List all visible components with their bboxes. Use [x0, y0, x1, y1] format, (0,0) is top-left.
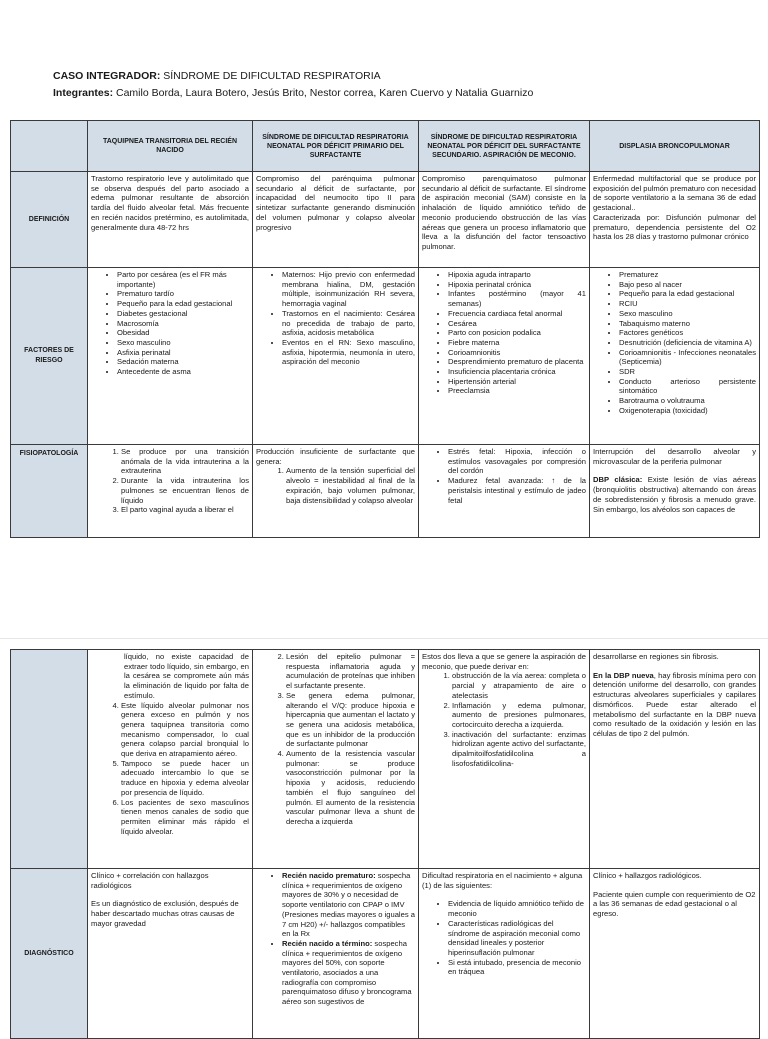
- numbered-list: [256, 466, 415, 505]
- cell-paragraph: líquido, no existe capacidad de extraer todo líquido, sin embargo, en la cesárea se compromete aún más la eliminación de liquido por falta de estímulo.: [124, 652, 249, 700]
- table-cell: [253, 268, 419, 445]
- table-cell: [590, 268, 760, 445]
- list-item: 3. El parto vaginal ayuda a liberar el: [121, 505, 249, 515]
- dbp-nueva-text: , hay fibrosis mínima pero con detención uniforme del desarrollo, con grandes estructuras alveolares superficiales y capilares dismórficos. Puede estar alterado el metabolismo del surfactante en la DBP nueva como resultado de la oxidación y lesión en las células de tipo 2 del pulmón.: [593, 670, 756, 738]
- list-item: • Sexo masculino: [619, 309, 756, 319]
- list-item: • Fiebre materna: [448, 338, 586, 348]
- table-cell: Compromiso parenquimatoso pulmonar secundario al déficit de surfactante. El síndrome de aspiración meconial (SAM) consiste en la inhalación de líquido amniótico teñido de meconio produciendo obstrucción de las vías aéreas que genera un proceso inflamatorio que lleva a la disfunción del factor tensoactivo pulmonar.: [419, 172, 590, 268]
- list-item: • Hipoxia perinatal crónica: [448, 280, 586, 290]
- list-item: • Parto por cesárea (es el FR más importante): [117, 270, 249, 289]
- row-header-empty: [11, 650, 88, 869]
- cell-paragraph: Enfermedad multifactorial que se produce por exposición del pulmón prematuro con necesidad de soporte ventilatorio a la semana 36 de edad gestacional..: [593, 174, 756, 213]
- cell-paragraph: Es un diagnóstico de exclusión, después de haber descartado muchas otras causas de mayor gravedad: [91, 899, 239, 928]
- list-item: 6. Los pacientes de sexo masculinos tienen menos canales de sodio que permiten eliminar más rápido el líquido alveolar.: [121, 798, 249, 837]
- list-item: • Pequeño para la edad gestacional: [117, 299, 249, 309]
- list-item: • Trastornos en el nacimiento: Cesárea no precedida de trabajo de parto, asfixia, acidosis metabólica: [282, 309, 415, 338]
- list-item: • Si está intubado, presencia de meconio en tráquea: [448, 958, 586, 977]
- list-item: • Prematurez: [619, 270, 756, 280]
- cell-paragraph: Estos dos lleva a que se genere la aspiración de meconio, que puede derivar en:: [422, 652, 586, 671]
- bullet-list: [593, 270, 756, 416]
- list-item: [282, 939, 415, 1007]
- table-cell: [590, 172, 760, 268]
- list-item: 1. Aumento de la tensión superficial del alveolo = inestabilidad al final de la expiración, bajo volumen pulmonar, baja distensibilidad y colapso alveolar: [286, 466, 415, 505]
- list-item: • Barotrauma o volutrauma: [619, 396, 756, 406]
- cell-paragraph: Producción insuficiente de surfactante que genera:: [256, 447, 415, 466]
- list-item: 3. inactivación del surfactante: enzimas hidrolizan agente activo del surfactante, dipalmitoilfosfatidilcolina a lisofosfatidilcolina-: [452, 730, 586, 769]
- members-line: [53, 85, 533, 102]
- list-item: • Insuficiencia placentaria crónica: [448, 367, 586, 377]
- list-item: 2. Durante la vida intrauterina los pulmones se encuentran llenos de líquido: [121, 476, 249, 505]
- column-header: SÍNDROME DE DIFICULTAD RESPIRATORIA NEONATAL POR DÉFICIT DEL SURFACTANTE SECUNDARIO. ASPIRACIÓN DE MECONIO.: [419, 121, 590, 172]
- list-item: • Cesárea: [448, 319, 586, 329]
- cell-paragraph: Clínico + correlación con hallazgos radiológicos: [91, 871, 209, 890]
- item-text: sospecha clínica + requerimientos de oxígeno mayores del 50%, con soporte ventilatorio, asociados a una radiografía con compromiso parenquimatoso difuso y broncograma aéreo son sugestivos de: [282, 938, 412, 1007]
- table-cell: [590, 650, 760, 869]
- table-row-fisiopatologia-cont: [11, 650, 760, 869]
- list-item: • Eventos en el RN: Sexo masculino, asfixia, hipotermia, neumonía in utero, aspiración del meconio: [282, 338, 415, 367]
- table-row-diagnostico: [11, 869, 760, 1039]
- list-item: • Desnutrición (deficiencia de vitamina A): [619, 338, 756, 348]
- cell-paragraph: [593, 475, 756, 514]
- table-cell: [253, 445, 419, 538]
- table-cell: [253, 869, 419, 1039]
- list-item: • Pequeño para la edad gestacional: [619, 289, 756, 299]
- list-item: • Tabaquismo materno: [619, 319, 756, 329]
- table-cell: [419, 650, 590, 869]
- cell-paragraph: Caracterizada por: Disfunción pulmonar del prematuro, dependencia persistente del O2 hasta los 28 días y trastorno pulmonar crónico: [593, 212, 756, 242]
- comparison-table: [10, 120, 760, 538]
- table-cell: [419, 445, 590, 538]
- list-item: 5. Tampoco se puede hacer un adecuado intercambio lo que se traduce en hipoxia y edema alveolar por presencia de líquido.: [121, 759, 249, 798]
- list-item: • Obesidad: [117, 328, 249, 338]
- table-cell: [590, 445, 760, 538]
- list-item: • Antecedente de asma: [117, 367, 249, 377]
- row-header: DIAGNÓSTICO: [11, 869, 88, 1039]
- table-header-row: [11, 121, 760, 172]
- document-header: [53, 68, 533, 102]
- list-item: • Bajo peso al nacer: [619, 280, 756, 290]
- case-title: SÍNDROME DE DIFICULTAD RESPIRATORIA: [160, 70, 381, 82]
- page-2: [0, 638, 768, 1025]
- column-header: SÍNDROME DE DIFICULTAD RESPIRATORIA NEONATAL POR DÉFICIT PRIMARIO DEL SURFACTANTE: [253, 121, 419, 172]
- list-item: 1. obstrucción de la vía aerea: completa o parcial y atrapamiento de aire o atelectasis: [452, 671, 586, 700]
- numbered-list: [91, 447, 249, 515]
- bullet-list: [91, 270, 249, 377]
- list-item: 1. Se produce por una transición anómala de la vida intrauterina a la extrauterina: [121, 447, 249, 476]
- bullet-list: [256, 270, 415, 367]
- cell-paragraph: Paciente quien cumple con requerimiento de O2 a las 36 semanas de edad gestacional o al egreso.: [593, 889, 756, 919]
- bullet-list: [422, 899, 586, 977]
- list-item: • Diabetes gestacional: [117, 309, 249, 319]
- list-item: • Factores genéticos: [619, 328, 756, 338]
- list-item: • Evidencia de líquido amniótico teñido de meconio: [448, 899, 586, 918]
- bullet-list: [422, 270, 586, 396]
- table-row-definicion: [11, 172, 760, 268]
- list-item: • Hipertensión arterial: [448, 377, 586, 387]
- list-item: • Corioamnionitis - Infecciones neonatales (Septicemia): [619, 348, 756, 367]
- dbp-clasica-label: DBP clásica:: [593, 475, 643, 485]
- row-header: FISIOPATOLOGÍA: [11, 445, 88, 538]
- case-label: CASO INTEGRADOR:: [53, 70, 161, 82]
- column-header: TAQUIPNEA TRANSITORIA DEL RECIÉN NACIDO: [88, 121, 253, 172]
- list-item: [282, 871, 415, 939]
- item-label: Recién nacido a término:: [282, 938, 373, 948]
- list-item: • Hipoxia aguda intraparto: [448, 270, 586, 280]
- row-header: FACTORES DE RIESGO: [11, 268, 88, 445]
- list-item: • Desprendimiento prematuro de placenta: [448, 357, 586, 367]
- numbered-list: [422, 671, 586, 768]
- list-item: 4. Este líquido alveolar pulmonar nos genera exceso en pulmón y nos genera taquipnea transitoria como mecanismo compensador, lo cual genera colapso parcial bronquial lo que deriva en atrapamiento aéreo.: [121, 701, 249, 759]
- list-item: • Asfixia perinatal: [117, 348, 249, 358]
- cell-paragraph: Clínico + hallazgos radiológicos.: [593, 871, 702, 880]
- list-item: • RCIU: [619, 299, 756, 309]
- table-cell: [253, 650, 419, 869]
- list-item: • Sexo masculino: [117, 338, 249, 348]
- list-item: • Macrosomía: [117, 319, 249, 329]
- item-text: sospecha clínica + requerimientos de oxígeno mayores de 30% y o necesidad de soporte ventilatorio con CPAP o IMV (Presiones medias mayores o iguales a 7 cm H20) +/- hallazgos compatibles en la Rx: [282, 871, 415, 939]
- list-item: • Sedación materna: [117, 357, 249, 367]
- corner-cell: [11, 121, 88, 172]
- table-cell: [419, 268, 590, 445]
- numbered-list: [91, 701, 249, 837]
- list-item: • Características radiológicas del síndrome de aspiración meconial como densidad lineales y posterior hiperinsuflación pulmonar: [448, 919, 586, 958]
- column-header: DISPLASIA BRONCOPULMONAR: [590, 121, 760, 172]
- row-header: DEFINICIÓN: [11, 172, 88, 268]
- list-item: • Frecuencia cardiaca fetal anormal: [448, 309, 586, 319]
- list-item: 2. Lesión del epitelio pulmonar = respuesta inflamatoria aguda y acumulación de proteínas que inhiben el surfactante presente.: [286, 652, 415, 691]
- list-item: • Madurez fetal avanzada: ↑ de la peristalsis intestinal y estímulo de jadeo fetal: [448, 476, 586, 505]
- case-title-line: [53, 68, 533, 85]
- comparison-table-continued: [10, 649, 760, 1039]
- table-cell: [419, 869, 590, 1039]
- list-item: 4. Aumento de la resistencia vascular pulmonar: se produce vasoconstricción pulmonar por la hipoxia y acidosis, reduciendo también el flujo sanguíneo del pulmón. El aumento de la resistencia vascular pulmonar lleva a shunt de derecha a izquierda: [286, 749, 415, 827]
- table-cell: Trastorno respiratorio leve y autolimitado que se observa después del parto asociado a edema pulmonar resultante de absorción tardía del fluido alveolar fetal. Más frecuente en recién nacidos pretérmino, es autolimitada, generalmente dura 48-72 hrs: [88, 172, 253, 268]
- table-cell: [88, 445, 253, 538]
- list-item: 2. Inflamación y edema pulmonar, aumento de presiones pulmonares, cortocircuito derecha a izquierda.: [452, 701, 586, 730]
- cell-paragraph: desarrollarse en regiones sin fibrosis.: [593, 652, 719, 661]
- cell-paragraph: [593, 671, 756, 739]
- list-item: • SDR: [619, 367, 756, 377]
- list-item: • Prematuro tardío: [117, 289, 249, 299]
- table-cell: [88, 869, 253, 1039]
- members-names: Camilo Borda, Laura Botero, Jesús Brito, Nestor correa, Karen Cuervo y Natalia Guarnizo: [113, 87, 534, 99]
- cell-paragraph: Interrupción del desarrollo alveolar y microvascular de la periferia pulmonar: [593, 447, 756, 466]
- table-cell: [88, 268, 253, 445]
- list-item: • Corioamnionitis: [448, 348, 586, 358]
- list-item: • Oxigenoterapia (toxicidad): [619, 406, 756, 416]
- cell-paragraph: Dificultad respiratoria en el nacimiento + alguna (1) de las siguientes:: [422, 871, 583, 890]
- numbered-list: [256, 652, 415, 827]
- table-cell: [590, 869, 760, 1039]
- list-item: • Preeclamsia: [448, 386, 586, 396]
- item-label: Recién nacido prematuro:: [282, 871, 376, 880]
- bullet-list-diagnostico: [256, 871, 415, 1007]
- list-item: 3. Se genera edema pulmonar, alterando el V/Q: produce hipoxia e hipercapnia que aumentan el lactato y se genera una acidosis metabólica, que es un inhibidor de la producción de surfactante pulmonar: [286, 691, 415, 749]
- list-item: • Maternos: Hijo previo con enfermedad membrana hialina, DM, gestación múltiple, isoinmunización RH severa, hemorragia vaginal: [282, 270, 415, 309]
- table-row-factores: [11, 268, 760, 445]
- table-row-fisiopatologia: [11, 445, 760, 538]
- list-item: • Parto con posicion podalica: [448, 328, 586, 338]
- list-item: • Conducto arterioso persistente sintomático: [619, 377, 756, 396]
- dbp-clasica-text: Existe lesión de vías aéreas (bronquiolitis obstructiva) alternando con áreas de sobredistensión y fibrosis a menudo grave. Sin embargo, los alvéolos son capaces de: [593, 475, 756, 514]
- table-cell: [88, 650, 253, 869]
- table-cell: Compromiso del parénquima pulmonar secundario al déficit de surfactante, por incapacidad del neumocito tipo II para sintetizar surfactante generando disminución del volumen pulmonar y colapso alveolar progresivo: [253, 172, 419, 268]
- members-label: Integrantes:: [53, 87, 114, 99]
- dbp-nueva-label: En la DBP nueva: [593, 670, 654, 680]
- list-item: • Infantes postérmino (mayor 41 semanas): [448, 289, 586, 308]
- bullet-list: [422, 447, 586, 505]
- list-item: • Estrés fetal: Hipoxia, infección o estímulos vasovagales por compresión del cordón: [448, 447, 586, 476]
